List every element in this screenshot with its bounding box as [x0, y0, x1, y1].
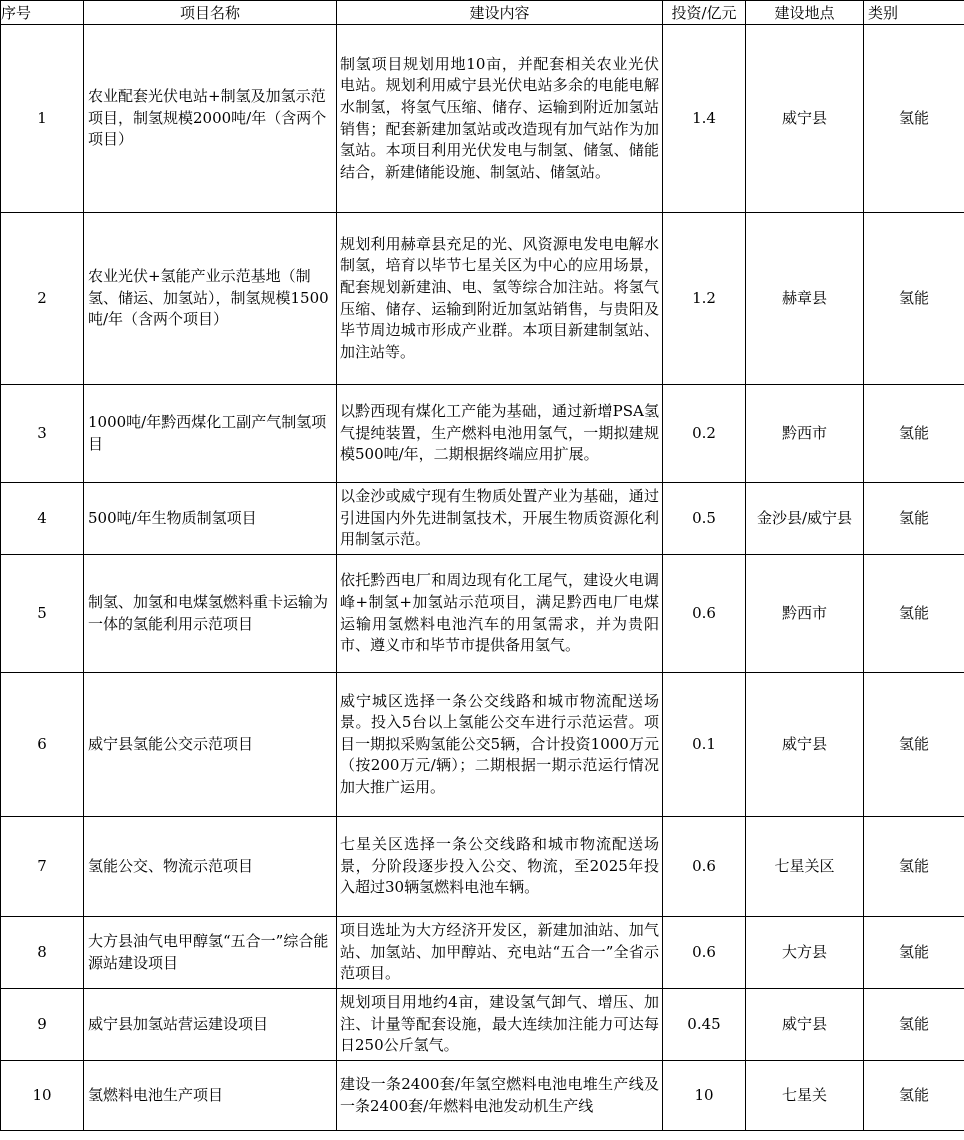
cell-index: 6: [1, 673, 84, 817]
cell-investment: 0.5: [663, 483, 746, 555]
cell-content: 制氢项目规划用地10亩，并配套相关农业光伏电站。规划利用威宁县光伏电站多余的电能电解水制氢，将氢气压缩、储存、运输到附近加氢站销售；配套新建加氢站或改造现有加气站作为加氢站。本项目利用光伏发电与制氢、储氢、储能结合，新建储能设施、制氢站、储氢站。: [337, 25, 663, 213]
cell-index: 3: [1, 385, 84, 483]
cell-location: 金沙县/威宁县: [746, 483, 864, 555]
cell-category: 氢能: [864, 25, 964, 213]
cell-name: 威宁县加氢站营运建设项目: [84, 989, 337, 1061]
cell-index: 4: [1, 483, 84, 555]
cell-index: 2: [1, 213, 84, 385]
cell-name: 农业配套光伏电站+制氢及加氢示范项目，制氢规模2000吨/年（含两个项目）: [84, 25, 337, 213]
cell-category: 氢能: [864, 673, 964, 817]
cell-category: 氢能: [864, 385, 964, 483]
cell-index: 7: [1, 817, 84, 917]
cell-name: 大方县油气电甲醇氢“五合一”综合能源站建设项目: [84, 917, 337, 989]
cell-index: 9: [1, 989, 84, 1061]
cell-investment: 1.2: [663, 213, 746, 385]
cell-content: 项目选址为大方经济开发区，新建加油站、加气站、加氢站、加甲醇站、充电站“五合一”全省示范项目。: [337, 917, 663, 989]
table-row: [1, 673, 964, 817]
header-content: 建设内容: [337, 1, 663, 25]
cell-investment: 0.6: [663, 917, 746, 989]
table-row: [1, 483, 964, 555]
header-location: 建设地点: [746, 1, 864, 25]
cell-name: 500吨/年生物质制氢项目: [84, 483, 337, 555]
cell-category: 氢能: [864, 817, 964, 917]
cell-location: 黔西市: [746, 555, 864, 673]
table-row: [1, 1061, 964, 1131]
cell-investment: 1.4: [663, 25, 746, 213]
cell-content: 以黔西现有煤化工产能为基础，通过新增PSA氢气提纯装置，生产燃料电池用氢气，一期拟建规模500吨/年，二期根据终端应用扩展。: [337, 385, 663, 483]
cell-name: 制氢、加氢和电煤氢燃料重卡运输为一体的氢能利用示范项目: [84, 555, 337, 673]
cell-location: 七星关区: [746, 817, 864, 917]
cell-index: 8: [1, 917, 84, 989]
cell-category: 氢能: [864, 483, 964, 555]
cell-content: 规划利用赫章县充足的光、风资源电发电电解水制氢，培育以毕节七星关区为中心的应用场景，配套规划新建油、电、氢等综合加注站。将氢气压缩、储存、运输到附近加氢站销售，与贵阳及毕节周边城市形成产业群。本项目新建制氢站、加注站等。: [337, 213, 663, 385]
cell-location: 赫章县: [746, 213, 864, 385]
cell-category: 氢能: [864, 989, 964, 1061]
table-row: [1, 817, 964, 917]
cell-index: 5: [1, 555, 84, 673]
header-name: 项目名称: [84, 1, 337, 25]
cell-name: 氢燃料电池生产项目: [84, 1061, 337, 1131]
cell-index: 10: [1, 1061, 84, 1131]
cell-content: 规划项目用地约4亩，建设氢气卸气、增压、加注、计量等配套设施，最大连续加注能力可达每日250公斤氢气。: [337, 989, 663, 1061]
cell-investment: 10: [663, 1061, 746, 1131]
cell-content: 依托黔西电厂和周边现有化工尾气，建设火电调峰+制氢+加氢站示范项目，满足黔西电厂电煤运输用氢燃料电池汽车的用氢需求，并为贵阳市、遵义市和毕节市提供备用氢气。: [337, 555, 663, 673]
table-header-row: [1, 1, 964, 25]
cell-content: 威宁城区选择一条公交线路和城市物流配送场景。投入5台以上氢能公交车进行示范运营。项目一期拟采购氢能公交5辆，合计投资1000万元（按200万元/辆）；二期根据一期示范运行情况加大推广运用。: [337, 673, 663, 817]
table-row: [1, 25, 964, 213]
table-row: [1, 917, 964, 989]
cell-category: 氢能: [864, 213, 964, 385]
cell-location: 威宁县: [746, 673, 864, 817]
cell-location: 大方县: [746, 917, 864, 989]
header-investment: 投资/亿元: [663, 1, 746, 25]
cell-investment: 0.6: [663, 817, 746, 917]
cell-name: 氢能公交、物流示范项目: [84, 817, 337, 917]
cell-investment: 0.2: [663, 385, 746, 483]
cell-content: 七星关区选择一条公交线路和城市物流配送场景，分阶段逐步投入公交、物流，至2025年投入超过30辆氢燃料电池车辆。: [337, 817, 663, 917]
cell-category: 氢能: [864, 1061, 964, 1131]
cell-content: 以金沙或威宁现有生物质处置产业为基础，通过引进国内外先进制氢技术，开展生物质资源化利用制氢示范。: [337, 483, 663, 555]
cell-content: 建设一条2400套/年氢空燃料电池电堆生产线及一条2400套/年燃料电池发动机生产线: [337, 1061, 663, 1131]
cell-location: 威宁县: [746, 989, 864, 1061]
cell-location: 威宁县: [746, 25, 864, 213]
cell-location: 黔西市: [746, 385, 864, 483]
cell-index: 1: [1, 25, 84, 213]
cell-investment: 0.6: [663, 555, 746, 673]
table-row: [1, 989, 964, 1061]
table-row: [1, 213, 964, 385]
cell-name: 1000吨/年黔西煤化工副产气制氢项目: [84, 385, 337, 483]
table-row: [1, 555, 964, 673]
header-category: 类别: [864, 1, 964, 25]
cell-name: 农业光伏+氢能产业示范基地（制氢、储运、加氢站），制氢规模1500吨/年（含两个项目）: [84, 213, 337, 385]
cell-category: 氢能: [864, 555, 964, 673]
cell-investment: 0.45: [663, 989, 746, 1061]
table-row: [1, 385, 964, 483]
cell-investment: 0.1: [663, 673, 746, 817]
cell-category: 氢能: [864, 917, 964, 989]
cell-name: 威宁县氢能公交示范项目: [84, 673, 337, 817]
header-index: 序号: [1, 1, 84, 25]
cell-location: 七星关: [746, 1061, 864, 1131]
